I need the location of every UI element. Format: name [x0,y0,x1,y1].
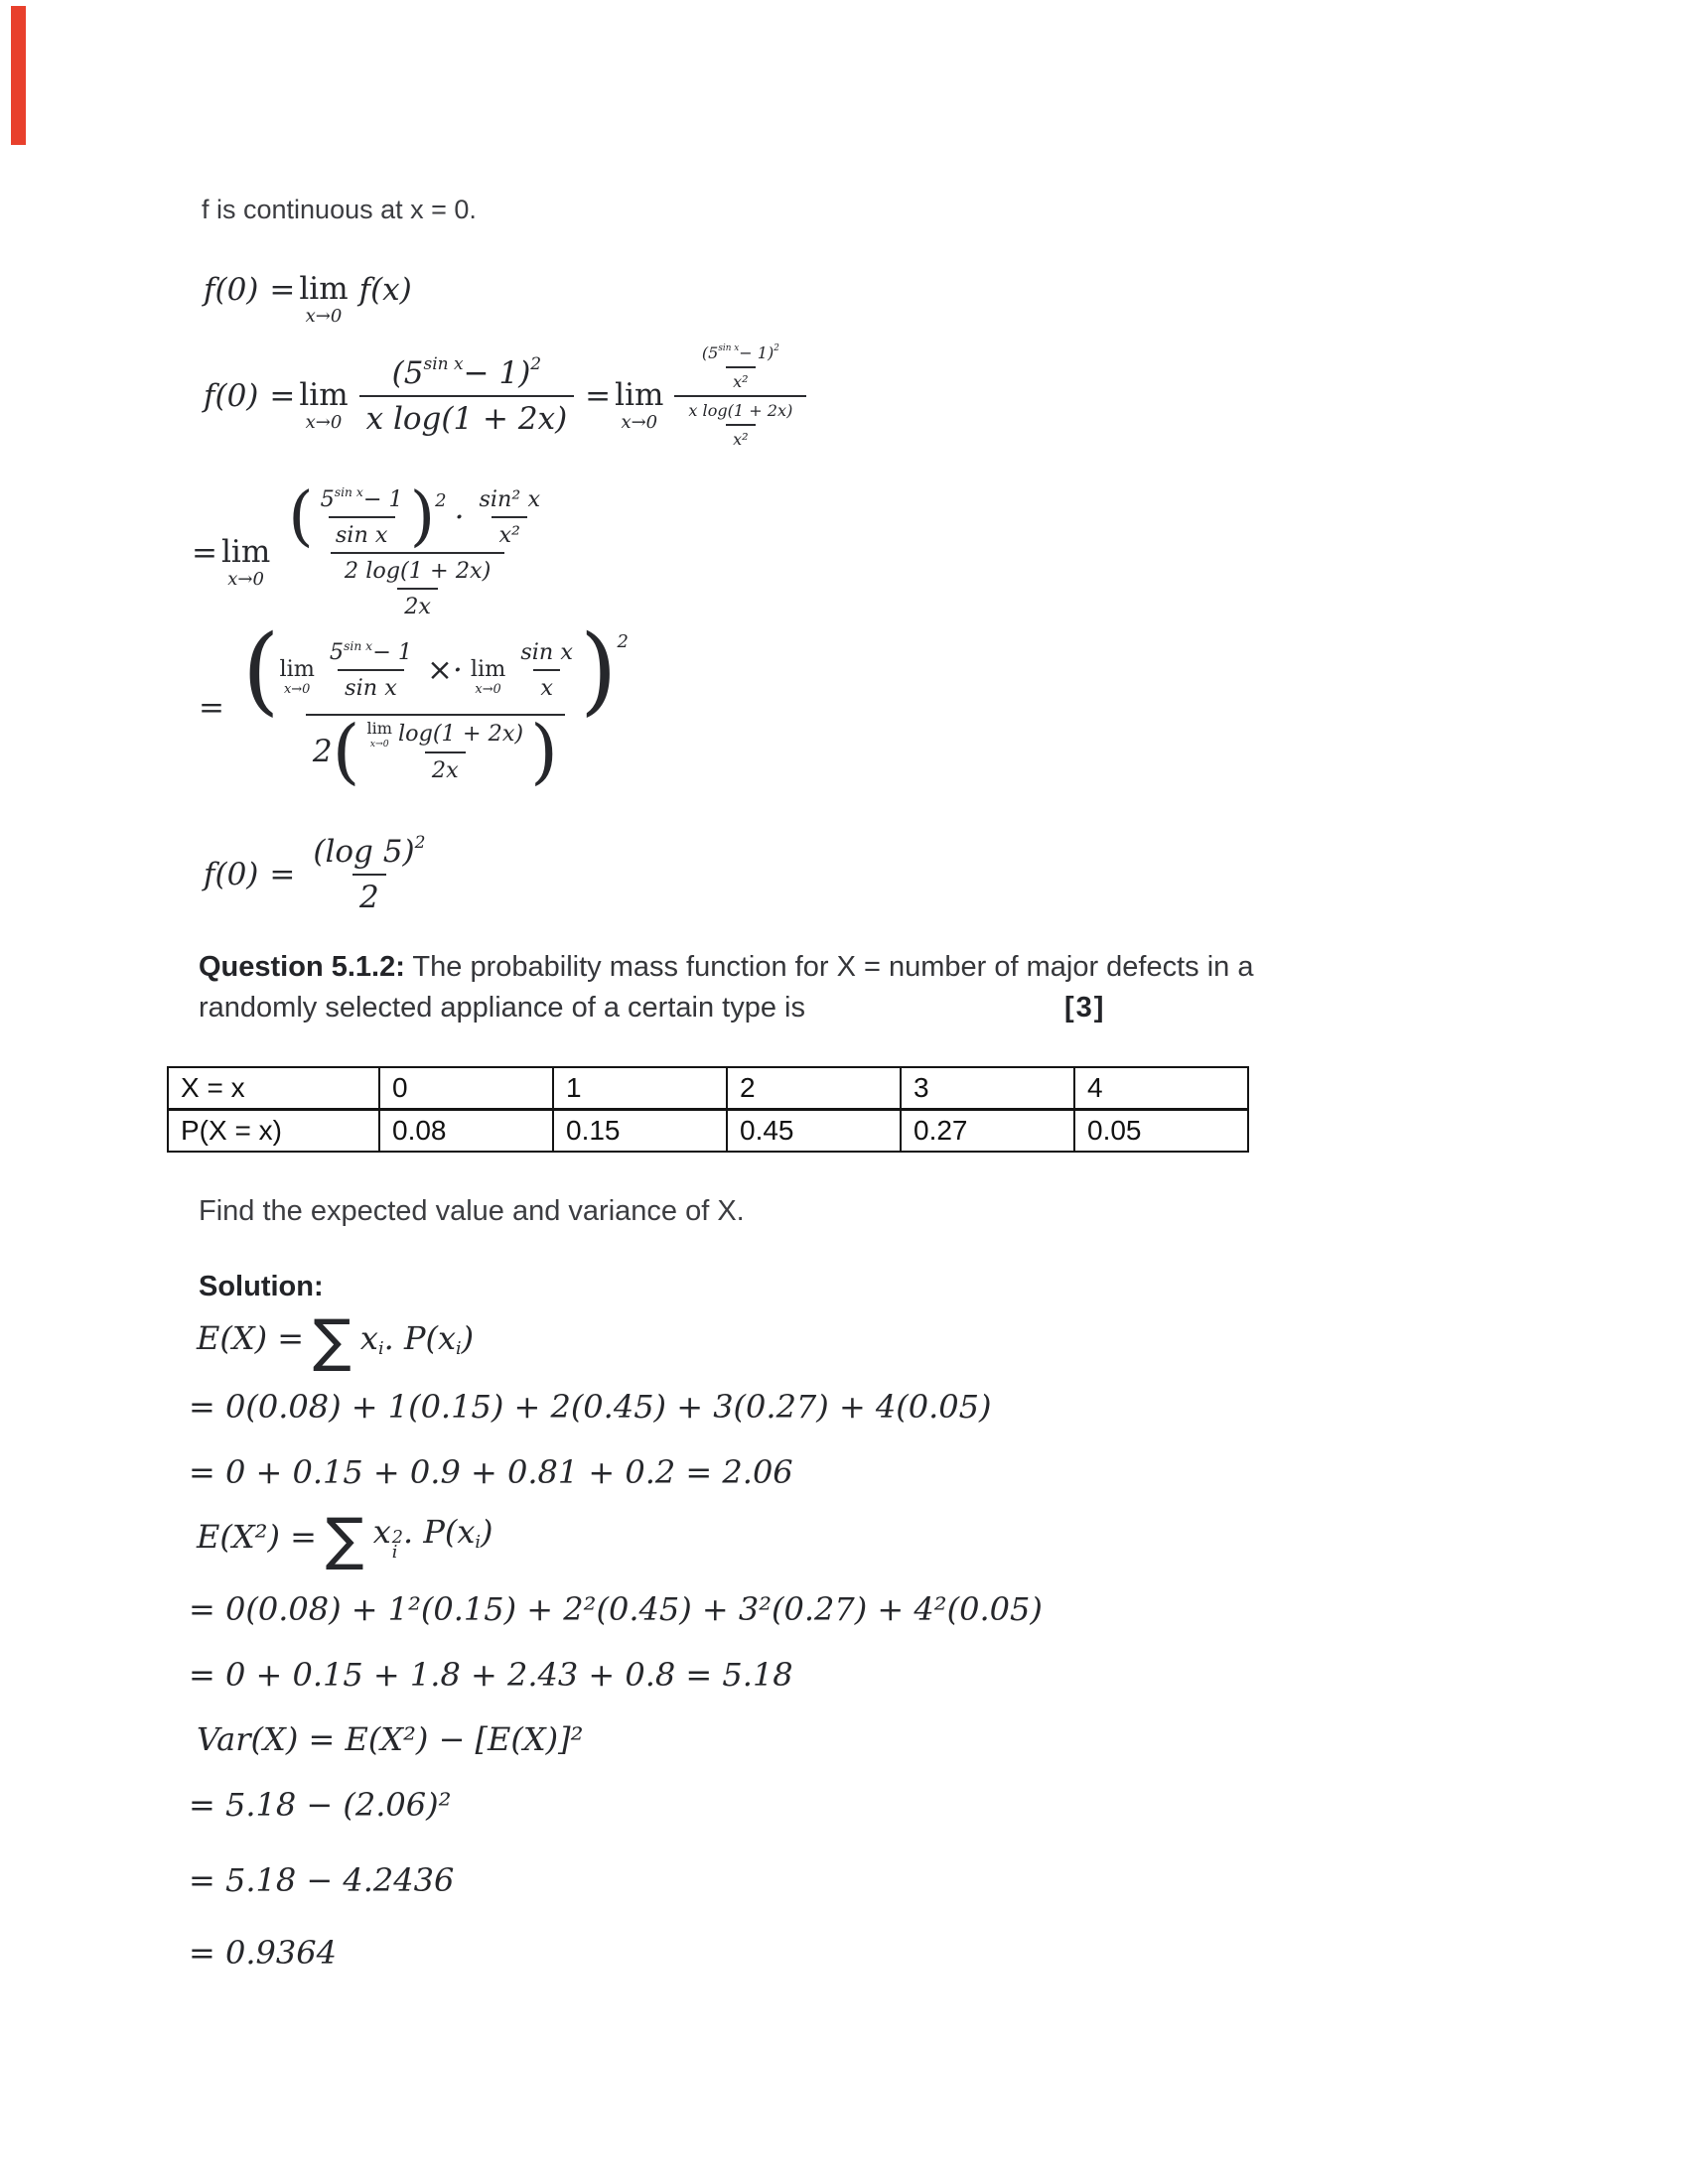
row-header: P(X = x) [168,1110,379,1153]
pmf-table [167,1066,1249,1153]
multiplication-dot: · [454,499,465,535]
sigma-icon: ∑ [313,1307,352,1374]
fraction: (5 sin x − 1) 2 x log(1 + 2x) [359,355,575,437]
question-line-2: randomly selected appliance of a certain type is [199,992,805,1024]
limit-block: lim x→0 [366,719,392,751]
limit-block: lim x→0 [279,656,315,697]
equals-sign: = [585,377,612,414]
equation-1 [204,264,412,327]
cell: 0.27 [901,1110,1074,1153]
limit-block: lim x→0 [615,376,664,433]
row-header: X = x [168,1067,379,1110]
question-line-1: Question 5.1.2: The probability mass function for X = number of major defects in a [199,951,1254,983]
eq2-lhs: f(0) [204,378,259,414]
question-number: Question 5.1.2: [199,951,405,983]
open-paren: ( [288,479,314,555]
eq1-lhs: f(0) [204,271,259,308]
cell: 0.08 [379,1110,553,1153]
equals-sign: = [199,689,224,726]
formula-variance-step2: = 5.18 − 4.2436 [189,1861,455,1899]
red-marker [11,6,26,145]
formula-variance-step1: = 5.18 − (2.06)² [189,1786,452,1824]
find-text: Find the expected value and variance of X. [199,1195,745,1227]
formula-expected-value: E(X) = ∑ xi. P(xi) [197,1307,475,1374]
equals-sign: = [269,377,296,414]
limit-block: lim x→0 [299,376,349,433]
solution-label: Solution: [199,1271,324,1302]
equation-5 [204,834,432,915]
cell: 4 [1074,1067,1248,1110]
cell: 1 [553,1067,727,1110]
sigma-icon: ∑ [325,1506,364,1573]
formula-ex2-result: = 0 + 0.15 + 1.8 + 2.43 + 0.8 = 5.18 [189,1656,793,1694]
main-fraction: ( 5 sin x − 1 sin x ) 2 · $\frac{\text{sin² x}}{\text{x²}}$ $\frac{2 \log(1 + 2x)}{2x}$ [288,479,541,619]
eq5-lhs: f(0) [204,857,259,892]
table-row-p [168,1110,1248,1153]
question-paragraph [199,947,1489,1028]
limit-block: lim x→0 [220,533,271,590]
main-fraction: ( lim x→0 5 sin x − 1 sin x ×· lim x→0 $\frac{\text{sin x}}{x}$ ) 2 2 ( lim x→0 log(1 + 2x) 2x ) [241,614,629,792]
marks-badge: [3] [1064,992,1106,1024]
fraction: (log 5) 2 2 [313,832,426,915]
cell: 0.45 [727,1110,901,1153]
formula-ex-result: = 0 + 0.15 + 0.9 + 0.81 + 0.2 = 2.06 [189,1453,793,1491]
formula-variance-result: = 0.9364 [189,1934,337,1972]
open-paren: ( [241,614,280,726]
close-paren: ) [530,709,558,792]
equals-sign: = [269,857,296,892]
intro-text: f is continuous at x = 0. [202,195,477,224]
table-row-x [168,1067,1248,1110]
cell: 0.05 [1074,1110,1248,1153]
eq1-rhs: f(x) [358,271,412,308]
formula-ex-expansion: = 0(0.08) + 1(0.15) + 2(0.45) + 3(0.27) + 4(0.05) [189,1388,992,1426]
equals-sign: = [269,271,296,308]
nested-fraction: (5 sin x − 1) 2 x² $\frac{\text{x log(1 + 2x)}}{\text{x²}}$ [674,343,806,449]
cell: 3 [901,1067,1074,1110]
cell: 2 [727,1067,901,1110]
equation-3 [192,479,554,619]
formula-ex2-expansion: = 0(0.08) + 1²(0.15) + 2²(0.45) + 3²(0.27) + 4²(0.05) [189,1590,1043,1628]
cell: 0 [379,1067,553,1110]
formula-expected-value-squared: E(X²) = ∑ x 2 i . P(xi) [197,1506,493,1573]
equation-4 [199,614,635,792]
close-paren: ) [409,479,436,555]
equation-2 [204,343,806,449]
limit-block: lim x→0 [299,270,349,327]
cell: 0.15 [553,1110,727,1153]
formula-variance: Var(X) = E(X²) − [E(X)]² [197,1720,584,1758]
times-dot: ×· [427,652,463,689]
open-paren: ( [332,709,360,792]
equals-sign: = [192,534,217,571]
limit-block: lim x→0 [470,656,506,697]
close-paren: ) [579,614,618,726]
